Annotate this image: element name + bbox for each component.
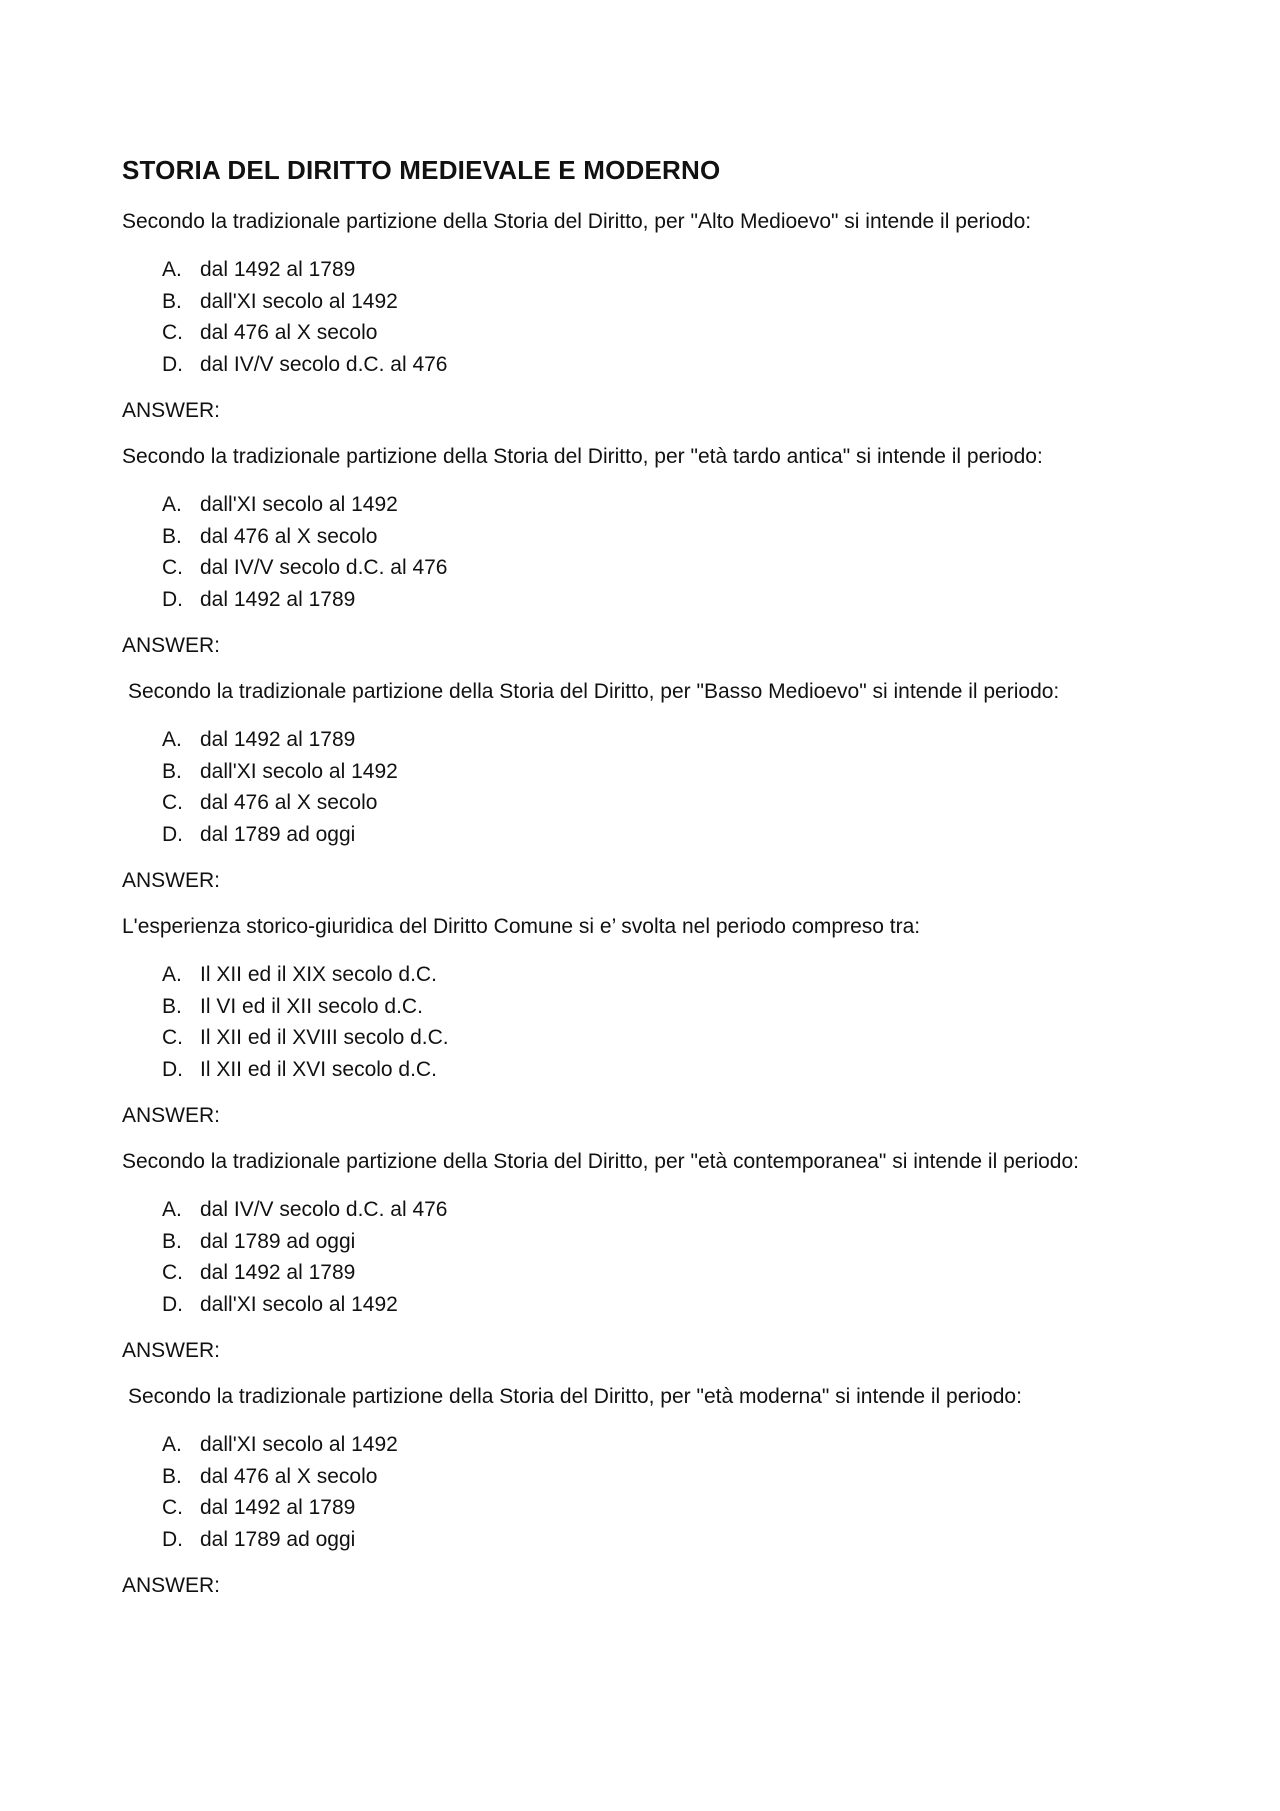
option-text: Il VI ed il XII secolo d.C. (200, 994, 423, 1018)
option-item (122, 521, 1170, 553)
option-letter: C. (162, 556, 183, 579)
option-letter: D. (162, 1527, 183, 1551)
option-letter: B. (162, 759, 182, 783)
option-letter: D. (162, 587, 183, 611)
option-list (122, 489, 1170, 615)
answer-label: ANSWER: (122, 869, 221, 892)
answer-label: ANSWER: (122, 634, 221, 657)
option-item (122, 1524, 1170, 1556)
answer-label: ANSWER: (122, 1339, 221, 1362)
option-letter: A. (162, 493, 182, 516)
option-letter: C. (162, 321, 183, 344)
option-item (122, 756, 1170, 788)
option-letter: C. (162, 1026, 183, 1049)
option-letter: A. (162, 1433, 182, 1456)
option-item (122, 254, 1170, 286)
option-text: dal 1789 ad oggi (200, 822, 356, 846)
option-item (122, 489, 1170, 521)
option-text: dal 476 al X secolo (200, 524, 378, 548)
option-list (122, 1429, 1170, 1555)
option-letter: B. (162, 1464, 182, 1488)
option-text: Il XII ed il XIX secolo d.C. (200, 963, 437, 986)
option-letter: C. (162, 791, 183, 814)
option-item (122, 584, 1170, 616)
option-text: dal 1492 al 1789 (200, 587, 356, 611)
option-item (122, 317, 1170, 349)
question-6 (122, 1383, 1170, 1600)
option-text: dal 1492 al 1789 (200, 1261, 356, 1284)
option-item (122, 787, 1170, 819)
option-list (122, 959, 1170, 1085)
question-5 (122, 1148, 1170, 1365)
question-text: Secondo la tradizionale partizione della Storia del Diritto, per "età moderna" si intende il periodo: (128, 1385, 1022, 1408)
question-text: Secondo la tradizionale partizione della Storia del Diritto, per "Alto Medioevo" si intende il periodo: (122, 210, 1032, 233)
option-letter: C. (162, 1496, 183, 1519)
option-item (122, 349, 1170, 381)
option-item (122, 1492, 1170, 1524)
question-text: L'esperienza storico-giuridica del Diritto Comune si e’ svolta nel periodo compreso tra: (122, 915, 921, 938)
option-item (122, 1289, 1170, 1321)
option-letter: A. (162, 728, 182, 751)
option-text: dal 476 al X secolo (200, 1464, 378, 1488)
option-list (122, 1194, 1170, 1320)
option-item (122, 1461, 1170, 1493)
option-letter: A. (162, 963, 182, 986)
answer-label: ANSWER: (122, 1104, 221, 1127)
option-text: dal IV/V secolo d.C. al 476 (200, 1198, 448, 1221)
question-1 (122, 208, 1170, 425)
option-item (122, 1022, 1170, 1054)
option-letter: A. (162, 1198, 182, 1221)
option-list (122, 724, 1170, 850)
option-letter: D. (162, 1292, 183, 1316)
option-letter: B. (162, 289, 182, 313)
question-text: Secondo la tradizionale partizione della Storia del Diritto, per "Basso Medioevo" si intende il periodo: (128, 680, 1060, 703)
option-text: dal IV/V secolo d.C. al 476 (200, 352, 448, 376)
question-4 (122, 913, 1170, 1130)
option-letter: B. (162, 994, 182, 1018)
option-text: dall'XI secolo al 1492 (200, 289, 398, 313)
option-item (122, 1226, 1170, 1258)
question-3 (122, 678, 1170, 895)
option-letter: A. (162, 258, 182, 281)
option-item (122, 724, 1170, 756)
option-letter: D. (162, 1057, 183, 1081)
option-text: dal 1789 ad oggi (200, 1229, 356, 1253)
question-text: Secondo la tradizionale partizione della Storia del Diritto, per "età contemporanea" si intende il periodo: (122, 1150, 1079, 1173)
option-item (122, 286, 1170, 318)
option-text: dal 1492 al 1789 (200, 728, 356, 751)
option-item (122, 1257, 1170, 1289)
option-text: dal 476 al X secolo (200, 791, 378, 814)
option-item (122, 819, 1170, 851)
option-text: dall'XI secolo al 1492 (200, 759, 398, 783)
option-item (122, 959, 1170, 991)
question-text: Secondo la tradizionale partizione della Storia del Diritto, per "età tardo antica" si intende il periodo: (122, 445, 1043, 468)
question-2 (122, 443, 1170, 660)
document-title: STORIA DEL DIRITTO MEDIEVALE E MODERNO (122, 155, 721, 185)
option-item (122, 991, 1170, 1023)
option-item (122, 1429, 1170, 1461)
option-item (122, 552, 1170, 584)
option-text: Il XII ed il XVI secolo d.C. (200, 1057, 437, 1081)
option-letter: D. (162, 352, 183, 376)
option-letter: B. (162, 524, 182, 548)
option-text: dal 1789 ad oggi (200, 1527, 356, 1551)
option-item (122, 1194, 1170, 1226)
answer-label: ANSWER: (122, 399, 221, 422)
option-text: dall'XI secolo al 1492 (200, 493, 398, 516)
option-letter: D. (162, 822, 183, 846)
option-text: dall'XI secolo al 1492 (200, 1433, 398, 1456)
option-text: dal IV/V secolo d.C. al 476 (200, 556, 448, 579)
option-text: Il XII ed il XVIII secolo d.C. (200, 1026, 449, 1049)
option-text: dall'XI secolo al 1492 (200, 1292, 398, 1316)
option-list (122, 254, 1170, 380)
option-item (122, 1054, 1170, 1086)
answer-label: ANSWER: (122, 1574, 221, 1597)
option-text: dal 1492 al 1789 (200, 258, 356, 281)
option-letter: C. (162, 1261, 183, 1284)
option-letter: B. (162, 1229, 182, 1253)
option-text: dal 476 al X secolo (200, 321, 378, 344)
option-text: dal 1492 al 1789 (200, 1496, 356, 1519)
